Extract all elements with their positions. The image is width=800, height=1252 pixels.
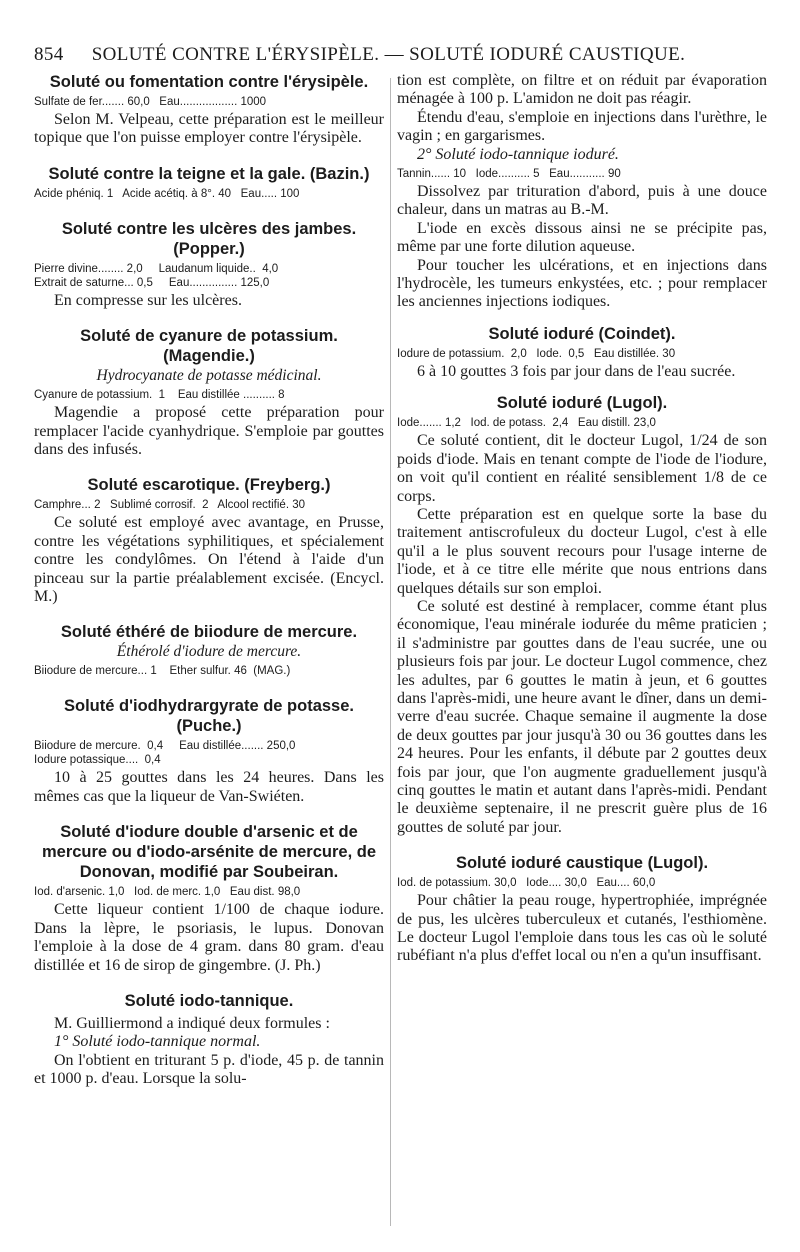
section-title: Soluté contre les ulcères des jambes. (Popper.) [61,219,357,258]
section-title: Soluté ou fomentation contre l'érysipèle. [49,73,369,91]
formula: Camphre... 2 Sublimé corrosif. 2 Alcool rectifié. 30 [34,499,306,512]
paragraph: Dissolvez par trituration d'abord, puis à une douce chaleur, dans un matras au B.-M. [397,183,767,219]
section-iodhydrargyrate [34,696,384,806]
right-column [397,72,767,966]
paragraph: En compresse sur les ulcères. [54,291,242,309]
section-title: Soluté d'iodhydrargyrate de potasse. (Puche.) [64,697,354,736]
formula: Biiodure de mercure... 1 Ether sulfur. 46 (MAG.) [34,665,291,678]
page-header [34,44,770,66]
paragraph: Ce soluté contient, dit le docteur Lugol, 1/24 de son poids d'iode. Mais en tenant compte de l'iode de l'iodure, on voit qu'il contient en réalité sensiblement 1/8 de ce corps. [397,432,767,505]
paragraph: Magendie a proposé cette préparation pour remplacer l'acide cyanhydrique. S'emploie par gouttes dans des infusés. [34,404,384,459]
paragraph: Selon M. Velpeau, cette préparation est le meilleur topique que l'on puisse employer contre l'érysipèle. [34,111,384,147]
section-iodure-arsenic-mercure [34,822,384,975]
section-teigne-gale [34,164,384,201]
formula: Tannin...... 10 Iode.......... 5 Eau........... 90 [397,168,621,181]
section-title: Soluté de cyanure de potassium. (Magendie.) [80,327,338,366]
subheading: 2° Soluté iodo-tannique ioduré. [417,145,619,163]
paragraph: 6 à 10 gouttes 3 fois par jour dans de l'eau sucrée. [417,362,736,380]
subheading: 1° Soluté iodo-tannique normal. [54,1033,261,1051]
formula: Iod. d'arsenic. 1,0 Iod. de merc. 1,0 Eau dist. 98,0 [34,886,301,899]
formula: Extrait de saturne... 0,5 Eau............... 125,0 [34,276,270,289]
section-title: Soluté d'iodure double d'arsenic et de mercure ou d'iodo-arsénite de mercure, de Donovan, modifié par Soubeiran. [41,823,377,882]
paragraph: 10 à 25 gouttes dans les 24 heures. Dans les mêmes cas que la liqueur de Van-Swiéten. [34,769,384,805]
paragraph: tion est complète, on filtre et on réduit par évaporation ménagée à 100 p. L'amidon ne doit pas réagir. [397,72,767,108]
formula: Cyanure de potassium. 1 Eau distillée .......... 8 [34,389,285,402]
section-iodure-caustique [397,853,767,966]
running-title: SOLUTÉ CONTRE L'ÉRYSIPÈLE. — SOLUTÉ IODURÉ CAUSTIQUE. [91,44,686,65]
section-title: Soluté éthéré de biiodure de mercure. [60,623,358,642]
page-number: 854 [34,44,64,65]
formula: Pierre divine........ 2,0 Laudanum liquide.. 4,0 [34,262,279,275]
section-escarotique [34,475,384,606]
paragraph: Ce soluté est destiné à remplacer, comme étant plus économique, l'eau minérale iodurée du même praticien ; il s'administre par gouttes dans de l'eau sucrée, une ou plusieurs fois par jour. Le docteur Lugol commence, chez les adultes, par 6 gouttes le matin à jeun, et 6 gouttes dans l'après-midi, une heure avant le dîner, dans un demi-verre d'eau sucrée. Chaque semaine il augmente la dose de deux gouttes par jour jusqu'à 30 ou 36 gouttes dans les 24 heures. Pour les enfants, il débute par 2 gouttes deux fois par jour, que l'on augmente graduellement jusqu'à cinq gouttes le matin et autant dans l'après-midi. Pendant le deuxième septenaire, il ne prescrit guère plus de 16 gouttes de soluté par jour. [397,597,767,836]
section-cyanure-potassium [34,326,384,459]
section-subtitle: Éthérolé d'iodure de mercure. [116,643,302,661]
paragraph: M. Guilliermond a indiqué deux formules : [54,1014,330,1032]
section-erysipele [34,72,384,148]
formula: Biiodure de mercure. 0,4 Eau distillée....... 250,0 [34,740,296,753]
section-subtitle: Hydrocyanate de potasse médicinal. [96,367,322,385]
paragraph: Pour toucher les ulcérations, et en injections dans l'hydrocèle, les tumeurs enkystées, etc. ; pour remplacer les anciennes injections iodiques. [397,256,767,311]
formula: Iodure potassique.... 0,4 [34,754,161,767]
section-title: Soluté contre la teigne et la gale. (Bazin.) [48,164,370,183]
section-title: Soluté ioduré caustique (Lugol). [455,854,709,873]
paragraph: Pour châtier la peau rouge, hypertrophiée, imprégnée de pus, les ulcères tuberculeux et cutanés, l'esthiomène. Le docteur Lugol l'emploie dans tous les cas où le soluté rubéfiant n'a plus d'effet local ou n'en a qu'un insuffisant. [397,892,767,965]
section-title: Soluté ioduré (Coindet). [488,324,676,343]
section-biiodure-mercure [34,622,384,678]
paragraph: Cette liqueur contient 1/100 de chaque iodure. Dans la lèpre, le psoriasis, le lupus. Donovan l'emploie à la dose de 4 gram. dans 80 gram. d'eau distillée et 16 de sirop de gingembre. (J. Ph.) [34,901,384,974]
section-title: Soluté escarotique. (Freyberg.) [87,476,331,495]
paragraph: On l'obtient en triturant 5 p. d'iode, 45 p. de tannin et 1000 p. d'eau. Lorsque la solu- [34,1051,384,1088]
formula: Acide phéniq. 1 Acide acétiq. à 8°. 40 Eau..... 100 [34,187,300,200]
section-iodo-tannique [34,991,384,1089]
section-iodure-coindet [397,324,767,381]
paragraph: Étendu d'eau, s'emploie en injections dans l'urèthre, le vagin ; en gargarismes. [397,108,767,145]
left-column [34,72,384,1089]
formula: Iodure de potassium. 2,0 Iode. 0,5 Eau distillée. 30 [397,347,676,360]
formula: Sulfate de fer....... 60,0 Eau.................. 1000 [34,96,267,108]
section-iodure-lugol [397,393,767,837]
paragraph: Ce soluté est employé avec avantage, en Prusse, contre les végétations syphilitiques, et spécialement contre les condylômes. On l'étend à l'aide d'un pinceau sur la partie préalablement excisée. (Encycl. M.) [34,514,384,606]
formula: Iode....... 1,2 Iod. de potass. 2,4 Eau distill. 23,0 [397,417,656,430]
section-title: Soluté iodo-tannique. [124,991,294,1010]
section-ulceres-jambes [34,219,384,310]
section-title: Soluté ioduré (Lugol). [496,394,668,413]
paragraph: Cette préparation est en quelque sorte la base du traitement antiscrofuleux du docteur Lugol, c'est à elle qu'il a le plus souvent recours pour l'usage interne de l'iode, et à ce titre elle mérite que nous entrions dans quelques détails sur son emploi. [397,505,767,597]
formula: Iod. de potassium. 30,0 Iode.... 30,0 Eau.... 60,0 [397,877,656,890]
paragraph: L'iode en excès dissous ainsi ne se précipite pas, même par une forte dilution aqueuse. [397,219,767,256]
section-iodo-tannique-continued [397,72,767,312]
